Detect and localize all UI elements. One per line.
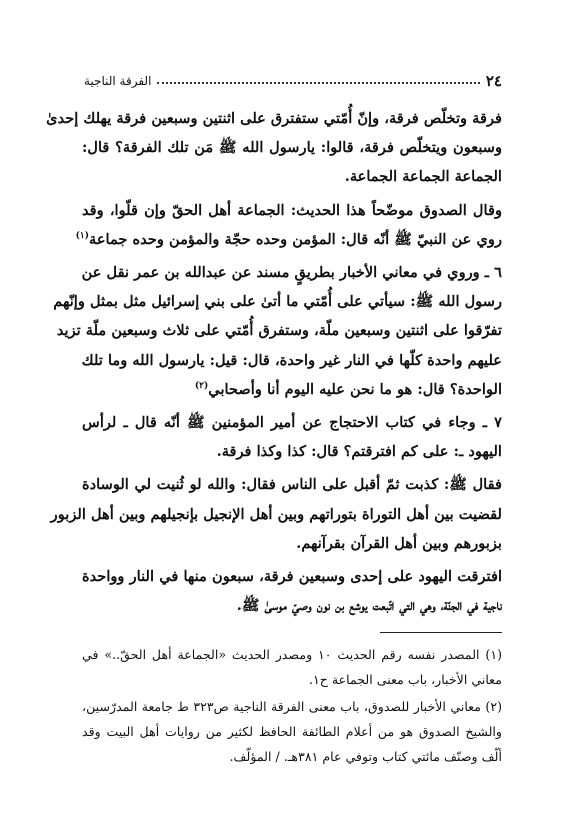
text-line: ٦ ـ وروي في معاني الأخبار بطريقٍ مسند عن عبدالله بن عمر نقل عن (81, 264, 502, 282)
footnote-2 (82, 694, 502, 769)
header-dotted-leader (157, 82, 479, 84)
paragraph-5 (50, 470, 502, 558)
text-line: ٧ ـ وجاء في كتاب الاحتجاج عن أمير المؤمنين ﷺ أنّه قال ـ لرأس (82, 414, 502, 432)
text-line: رسول الله ﷺ: سيأتي على أُمّتي ما أتىٰ على بني إسرائيل مثل بمثل وإنّهم (53, 293, 502, 311)
footnote-ref-1[interactable]: (١) (75, 230, 89, 241)
text-line: فقال ﷺ: كذبت ثمّ أقبل على الناس فقال: والله لو ثُنيت لي الوسادة (82, 476, 502, 494)
footnote-1 (82, 642, 502, 692)
text-line: بزبورهم وبين أهل القرآن بقرآنهم. (296, 534, 502, 552)
main-text (46, 104, 502, 624)
footnote-line: ألّف وصنّف مائتي كتاب وتوفي عام ٣٨١هـ. / المؤلّف. (229, 749, 502, 764)
page-number: ٢٤ (485, 72, 502, 90)
text-line: اليهود ـ: على كم افترقتم؟ قال: كذا وكذا فرقة. (216, 443, 502, 461)
text-line (82, 375, 502, 404)
footnote-line: والشيخ الصدوق هو من أعلام الطائفة الحافظ لكثير من روايات أهل البيت وقد (82, 724, 502, 739)
text-line: عليهم واحدة كلّها في النار غير واحدة، قال: قيل: يارسول الله وما تلك (81, 351, 502, 369)
text-line: ناجية في الجنّة، وهي التي اتّبعت يوشع بن نون وصيّ موسىٰ ﷺ. (236, 597, 502, 615)
footnote-line: معاني الأخبار، باب معنى الجماعة ح١. (308, 672, 502, 687)
text-line: افترقت اليهود على إحدى وسبعين فرقة، سبعون منها في النار وواحدة (82, 568, 502, 586)
footnote-line: (١) المصدر نفسه رقم الحديث ١٠ ومصدر الحديث «الجماعة أهل الحقّ..» في (82, 647, 502, 662)
footnote-line: (٢) معاني الأخبار للصدوق، باب معنى الفرقة الناجية ص٣٢٣ ط جامعة المدرّسين، (82, 699, 502, 714)
paragraph-4 (82, 408, 502, 466)
text-line: الجماعة الجماعة الجماعة. (344, 168, 502, 186)
running-title: الفرقة الناجية (84, 74, 152, 88)
paragraph-1 (46, 104, 502, 192)
text-line: تفرّقوا على اثنتين وسبعين ملّة، وستفرق أُمّتي على ثلاث وسبعين ملّة تزيد (56, 322, 502, 340)
paragraph-2 (75, 196, 502, 254)
text-line: وسبعون ويتخلّص فرقة، قالوا: يارسول الله ﷺ مَن تلك الفرقة؟ قال: (82, 139, 502, 157)
text-fragment: الواحدة؟ قال: هو ما نحن عليه اليوم أنا وأصحابي (208, 380, 502, 398)
footnote-separator (380, 632, 502, 633)
paragraph-6 (82, 562, 502, 620)
footnotes (82, 642, 502, 771)
text-line (75, 225, 502, 254)
footnote-ref-2[interactable]: (٢) (194, 380, 209, 391)
text-line: لقضيت بين أهل التوراة بتوراتهم وبين أهل الإنجيل بإنجيلهم وبين أهل الزبور (50, 505, 502, 523)
text-fragment: روي عن النبيّ ﷺ أنّه قال: المؤمن وحده حجّة والمؤمن وحده جماعة (89, 230, 502, 248)
text-line: وقال الصدوق موضّحاً هذا الحديث: الجماعة أهل الحقّ وإن قلّوا، وقد (82, 201, 502, 219)
text-line: فرقة وتخلّص فرقة، وإنّ أُمّتي ستفترق على اثنتين وسبعين فرقة يهلك إحدىٰ (46, 110, 502, 127)
paragraph-3 (53, 258, 502, 404)
page-header (84, 70, 502, 92)
